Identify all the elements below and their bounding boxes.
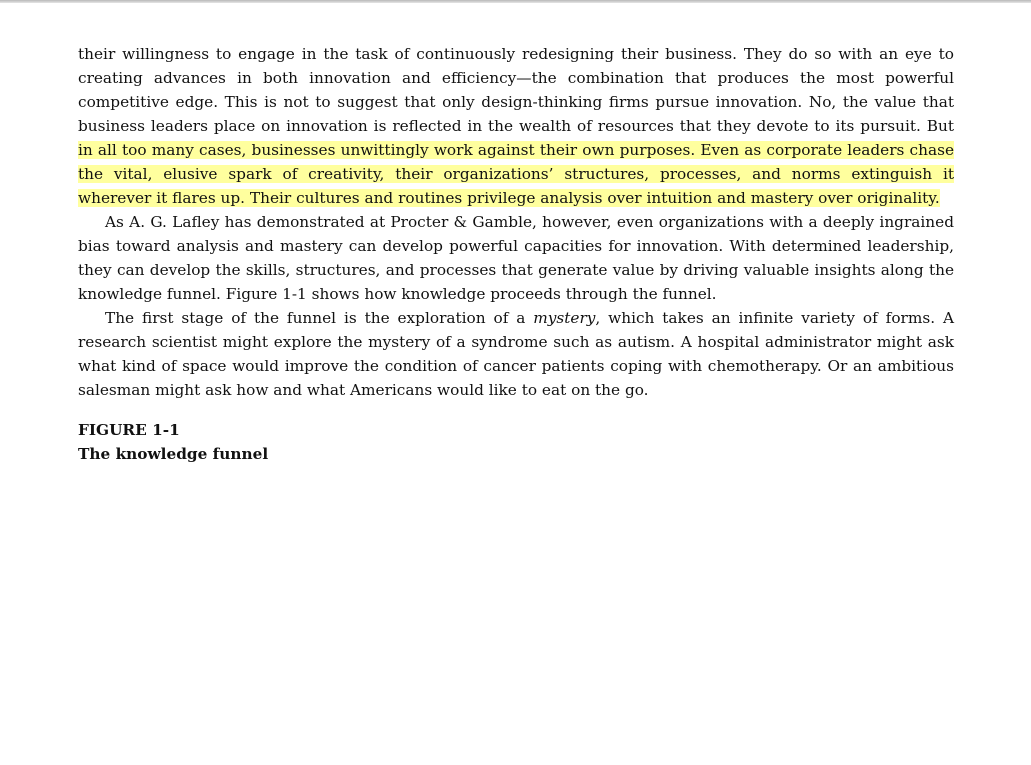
figure-title: The knowledge funnel (78, 445, 269, 463)
paragraph-text: , which takes an infinite variety of forms. A research scientist might explore the mystery of a syndrome such as autism. A hospital administrator might ask what kind of space would improve the condition of cancer patients coping with chemotherapy. Or an ambitious salesman might ask how and what Americans would like to eat on the go. (78, 309, 954, 399)
figure-label: FIGURE 1-1 (78, 421, 180, 439)
paragraph-text: their willingness to engage in the task of continuously redesigning their business. They do so with an eye to creating advances in both innovation and efficiency—the combination that produces the most powerful competitive edge. This is not to suggest that only design-thinking firms pursue innovation. No, the value that business leaders place on innovation is reflected in the wealth of resources that they devote to its pursuit. But (78, 45, 954, 135)
highlighted-passage[interactable]: in all too many cases, businesses unwittingly work against their own purposes. Even as corporate leaders chase the vital, elusive spark of creativity, their organizations’ structures, processes, and norms extinguish it wherever it flares up. Their cultures and routines privilege analysis over intuition and mastery over originality. (78, 141, 954, 207)
body-paragraph: As A. G. Lafley has demonstrated at Procter & Gamble, however, even organizations with a deeply ingrained bias toward analysis and mastery can develop powerful capacities for innovation. With determined leadership, they can develop the skills, structures, and processes that generate value by driving valuable insights along the knowledge funnel. Figure 1-1 shows how knowledge proceeds through the funnel. (78, 213, 954, 303)
figure-caption (78, 418, 954, 466)
reader-page[interactable] (78, 42, 954, 466)
body-paragraph (78, 306, 954, 402)
body-paragraph (78, 42, 954, 210)
emphasized-term: mystery (533, 309, 596, 327)
top-divider (0, 0, 1031, 3)
paragraph-text: The first stage of the funnel is the exploration of a (105, 309, 534, 327)
